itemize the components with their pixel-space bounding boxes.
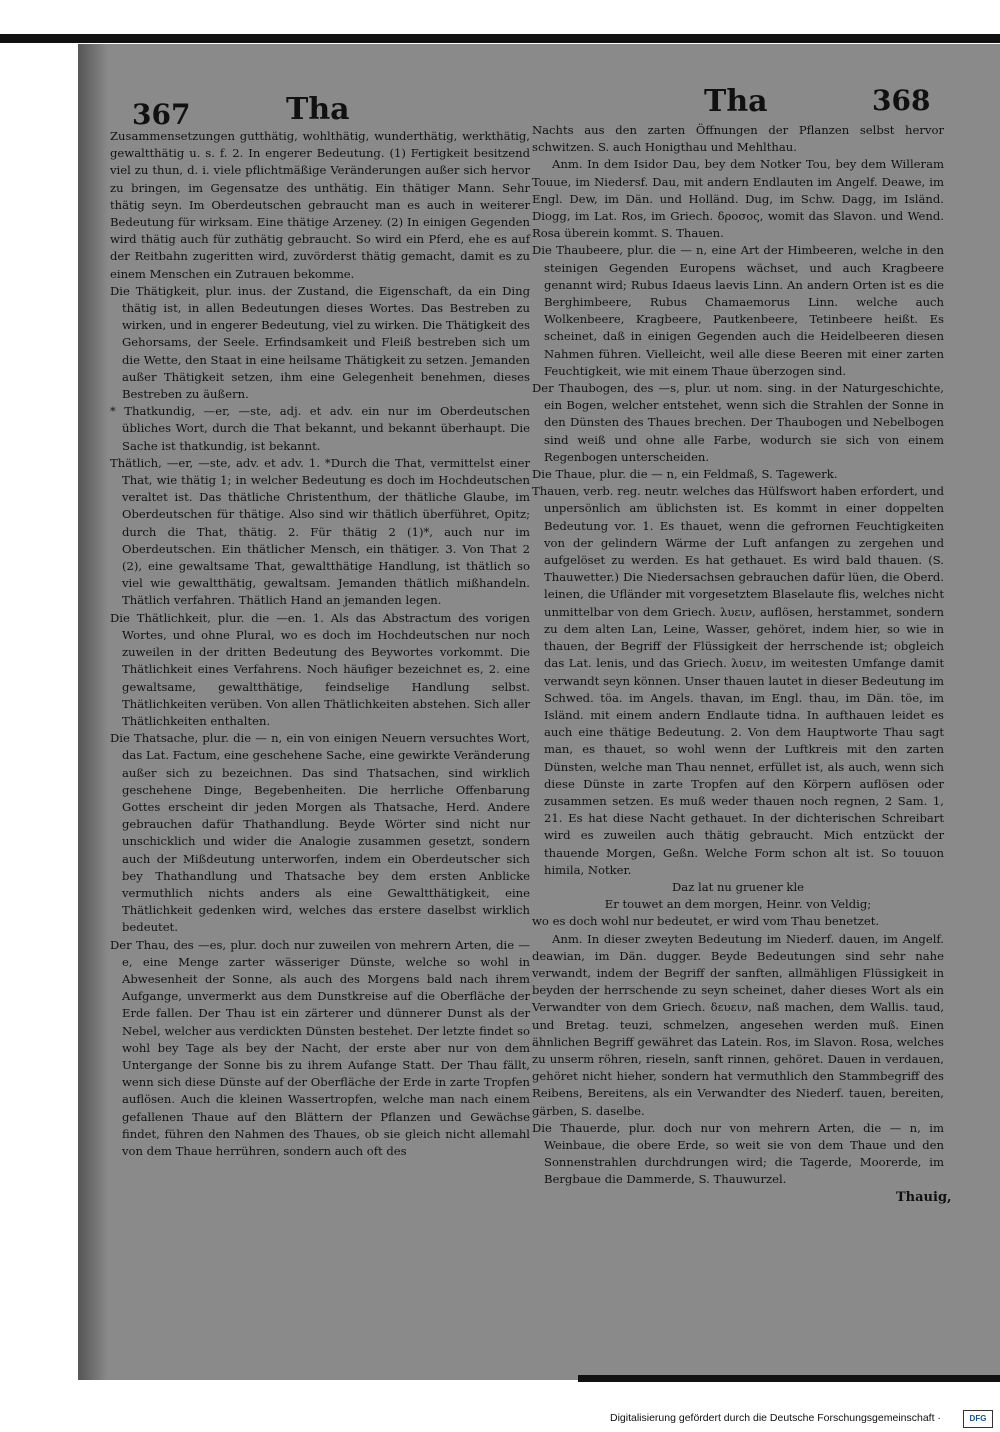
entry-thatsache: Die Thatsache, plur. die — n, ein von einigen Neuern versuchtes Wort, das Lat. Factum, eine geschehene Sache, eine gewirkte Veränderung außer sich zu bezeichnen. Das sind Thatsachen, sind wirklich geschehene Dinge, Begebenheiten. Die herrliche Offenbarung Gottes erscheint dir jeden Morgen als Thatsache, Herd. Andere gebrauchen dafür Thathandlung. Beyde Wörter sind nicht nur unschicklich und wider die Analogie zusammen gesetzt, sondern auch der Mißdeutung unterworfen, indem ein Oberdeutscher sich bey Thathandlung und Thatsache bey dem ersten Anblicke vermuthlich nichts anders als eine Gewaltthätigkeit, eine Thätlichkeit gedenken wird, welches das erstere daselbst wirklich bedeutet. [110,731,530,935]
entry-annotation-2: Anm. In dieser zweyten Bedeutung im Niederf. dauen, im Angelf. deawian, im Dän. dugger. Beyde Bedeutungen sind sehr nahe verwandt, indem der Begriff der sanften, allmähligen Flüssigkeit in beyden der herrschende zu seyn scheinet, daher dieses Wort als ein Verwandter von dem Griech. δευειν, naß machen, dem Wallis. taud, und Bretag. teuzi, schmelzen, angesehen werden muß. Einen ähnlichen Begriff gewähret das Latein. Ros, im Slavon. Rosa, welches zu unserm röhren, rieseln, sanft rinnen, gehöret. Dauen in verdauen, gehöret nicht hieher, sondern hat vermuthlich den Stammbegriff des Reibens, Bereitens, als ein Verwandter des Niederf. tauen, bereiten, gärben, S. daselbe. [532,931,944,1118]
entry-thauerde: Die Thauerde, plur. doch nur von mehrern Arten, die — n, im Weinbaue, die obere Erde, so weit sie von dem Thaue und den Sonnenstrahlen durchdrungen wird; die Tagerde, Moorerde, im Bergbaue die Dammerde, S. Thauwurzel. [532,1120,944,1187]
running-head-right: Tha [704,84,768,119]
entry-thaubeere: Die Thaubeere, plur. die — n, eine Art der Himbeeren, welche in den steinigen Gegenden Europens wächset, und auch Kragbeere genannt wird; Rubus Idaeus laevis Linn. An andern Orten ist es die Berghimbeere, Rubus Chamaemorus Linn. welche auch Wolkenbeere, Kragbeere, Pautkenbeere, Tetinbeere heißt. Es scheinet, daß in einigen Gegenden auch die Heidelbeeren diesen Nahmen führen. Vielleicht, weil alle diese Beeren mit einer zarten Feuchtigkeit, wie mit einem Thaue überzogen sind. [532,243,944,378]
bottom-border-rule [578,1375,1000,1382]
digitization-credit: Digitalisierung gefördert durch die Deutsche Forschungsgemeinschaft · [610,1412,941,1424]
entry-thaubogen: Der Thaubogen, des —s, plur. ut nom. sing. in der Naturgeschichte, ein Bogen, welcher entstehet, wenn sich die Strahlen der Sonne in den Dünsten des Thaues brechen. Der Thaubogen und Nebelbogen sind weiß und ohne alle Farbe, wodurch sie sich von einem Regenbogen unterscheiden. [532,381,944,464]
entry-annotation: Anm. In dem Isidor Dau, bey dem Notker Tou, bey dem Willeram Touue, im Niedersf. Dau, mit andern Endlauten im Angelf. Deawe, im Engl. Dew, im Dän. und Holländ. Dug, im Schw. Dagg, im Isländ. Diogg, im Lat. Ros, im Griech. δροσος, womit das Slavon. und Wend. Rosa überein kommt. S. Thauen. [532,157,944,241]
entry-thaue: Die Thaue, plur. die — n, ein Feldmaß, S. Tagewerk. [532,467,838,482]
page-number-right: 368 [872,84,931,117]
entry-thauen: Thauen, verb. reg. neutr. welches das Hülfswort haben erfordert, und unpersönlich am üblichsten ist. Es kommt in einer doppelten Bedeutung vor. 1. Es thauet, wenn die gefrornen Feuchtigkeiten von der gelindern Wärme der Luft anfangen zu zergehen und aufgelöset zu werden. Es hat gethauet. Es wird bald thauen. (S. Thauwetter.) Die Niedersachsen gebrauchen dafür lüen, die Oberd. leinen, die Ufländer mit vorgesetztem Blaselaute flis, welches nicht unmittelbar von dem Griech. λυειν, auflösen, herstammet, sondern zu dem alten Lan, Leine, Wasser, gehöret, indem hier, so wie in thauen, der Begriff der Flüssigkeit der herrschende ist; obgleich das Lat. lenis, und das Griech. λυειν, im weitesten Umfange damit verwandt seyn können. Unser thauen lautet in dieser Bedeutung im Schwed. töa. im Angels. thavan, im Engl. thau, im Dän. töe, im Isländ. mit einem andern Endlaute tidna. In aufthauen leidet es auch eine thätige Bedeutung. 2. Von dem Hauptworte Thau sagt man, es thauet, so wohl wenn der Luftkreis mit den zarten Dünsten, welche man Thau nennet, erfüllet ist, als auch, wenn sich diese Dünste in zarte Tropfen auf den Körpern auflösen oder zusammen setzen. Es muß weder thauen noch regnen, 2 Sam. 1, 21. Es hat diese Nacht gethauet. In der dichterischen Schreibart wird es zuweilen auch thätig gebraucht. Mich entzückt der thauende Morgen, Geßn. Welche Form schon alt ist. So touuon himila, Notker. [532,484,944,877]
entry-paragraph: Zusammensetzungen gutthätig, wohlthätig, wunderthätig, werkthätig, gewaltthätig u. s. f. 2. In engerer Bedeutung. (1) Fertigkeit besitzend viel zu thun, d. i. viele pflichtmäßige Veränderungen außer sich hervor zu bringen, im Gegensatze des unthätig. Ein thätiger Mann. Sehr thätig seyn. Im Oberdeutschen gebraucht man es auch in weiterer Bedeutung für wirksam. Eine thätige Arzeney. (2) In einigen Gegenden wird thätig auch für zuthätig gebraucht. So wird ein Pferd, ehe es auf der Reitbahn zugeritten wird, zuvörderst thätig gemacht, damit es zu einem Menschen ein Zutrauen bekomme. [110,129,530,281]
entry-thaetlich: Thätlich, —er, —ste, adv. et adv. 1. *Durch die That, vermittelst einer That, wie thätig 1; in welcher Bedeutung es doch im Hochdeutschen veraltet ist. Das thätliche Christenthum, der thätliche Glaube, im Oberdeutschen für thätige. Also sind wir thätlich überführet, Opitz; durch die That, thätig. 2. Für thätig 2 (1)*, auch nur im Oberdeutschen. Ein thätlicher Mensch, ein thätiger. 3. Von That 2 (2), eine gewaltsame That, gewaltthätige Handlung, ist thätlich so viel wie gewaltthätig, gewaltsam. Jemanden thätlich mißhandeln. Thätlich verfahren. Thätlich Hand an jemanden legen. [110,455,530,608]
left-column [110,128,530,1160]
catchword: Thauig, [896,1190,952,1205]
entry-thatkundig: * Thatkundig, —er, —ste, adj. et adv. ein nur im Oberdeutschen übliches Wort, durch die That bekannt, und bekannt überhaupt. Die Sache ist thatkundig, ist bekannt. [110,404,530,453]
verse-line-1: Daz lat nu gruener kle [671,879,805,894]
right-column [532,122,944,1189]
dfg-logo[interactable]: DFG [963,1410,993,1428]
gutter-shadow [78,44,108,1380]
entry-thau: Der Thau, des —es, plur. doch nur zuweilen von mehrern Arten, die —e, eine Menge zarter wässeriger Dünste, welche so wohl in Abwesenheit der Sonne, als auch des Morgens bald nach ihrem Aufgange, unvermerkt aus dem Dunstkreise auf die Oberfläche der Erde fallen. Der Thau ist ein zärterer und dünnerer Dunst als der Nebel, welcher aus verdickten Dünsten bestehet. Der letzte findet so wohl bey Tage als bey der Nacht, der erste aber nur von dem Untergange der Sonne bis zu ihrem Aufange Statt. Der Thau fällt, wenn sich diese Dünste auf der Oberfläche der Erde in zarte Tropfen auflösen. Auch die kleinen Wassertropfen, welche man nach einem gefallenen Thaue auf den Blättern der Pflanzen und Gewächse findet, führen den Nahmen des Thaues, ob sie gleich nicht allemahl von dem Thaue herrühren, sondern auch oft des [110,937,530,1158]
verse-gloss: wo es doch wohl nur bedeutet, er wird vom Thau benetzet. [532,914,880,929]
top-border-rule [0,34,1000,43]
page-number-left: 367 [132,98,191,131]
entry-thaetlichkeit: Die Thätlichkeit, plur. die —en. 1. Als das Abstractum des vorigen Wortes, und ohne Plural, wo es doch im Hochdeutschen nur noch zuweilen in der dritten Bedeutung des Beywortes vorkommt. Die Thätlichkeit eines Verfahrens. Noch häufiger bezeichnet es, 2. eine gewaltsame, gewaltthätige, feindselige Handlung selbst. Thätlichkeiten verüben. Von allen Thätlichkeiten abstehen. Sich aller Thätlichkeiten enthalten. [110,610,530,728]
verse-line-2: Er touwet an dem morgen, Heinr. von Veldig; [604,897,872,912]
entry-continuation: Nachts aus den zarten Öffnungen der Pflanzen selbst hervor schwitzen. S. auch Honigthau und Mehlthau. [532,123,944,155]
entry-thaetigkeit: Die Thätigkeit, plur. inus. der Zustand, die Eigenschaft, da ein Ding thätig ist, in allen Bedeutungen dieses Wortes. Das Bestreben zu wirken, und in engerer Bedeutung, viel zu wirken. Die Thätigkeit des Gehorsams, der Seele. Erfindsamkeit und Fleiß bestreben sich um die Wette, den Staat in eine heilsame Thätigkeit zu setzen. Jemanden außer Thätigkeit setzen, ihm eine Gelegenheit benehmen, dieses Bestreben zu äußern. [110,283,530,402]
running-head-left: Tha [286,92,350,127]
